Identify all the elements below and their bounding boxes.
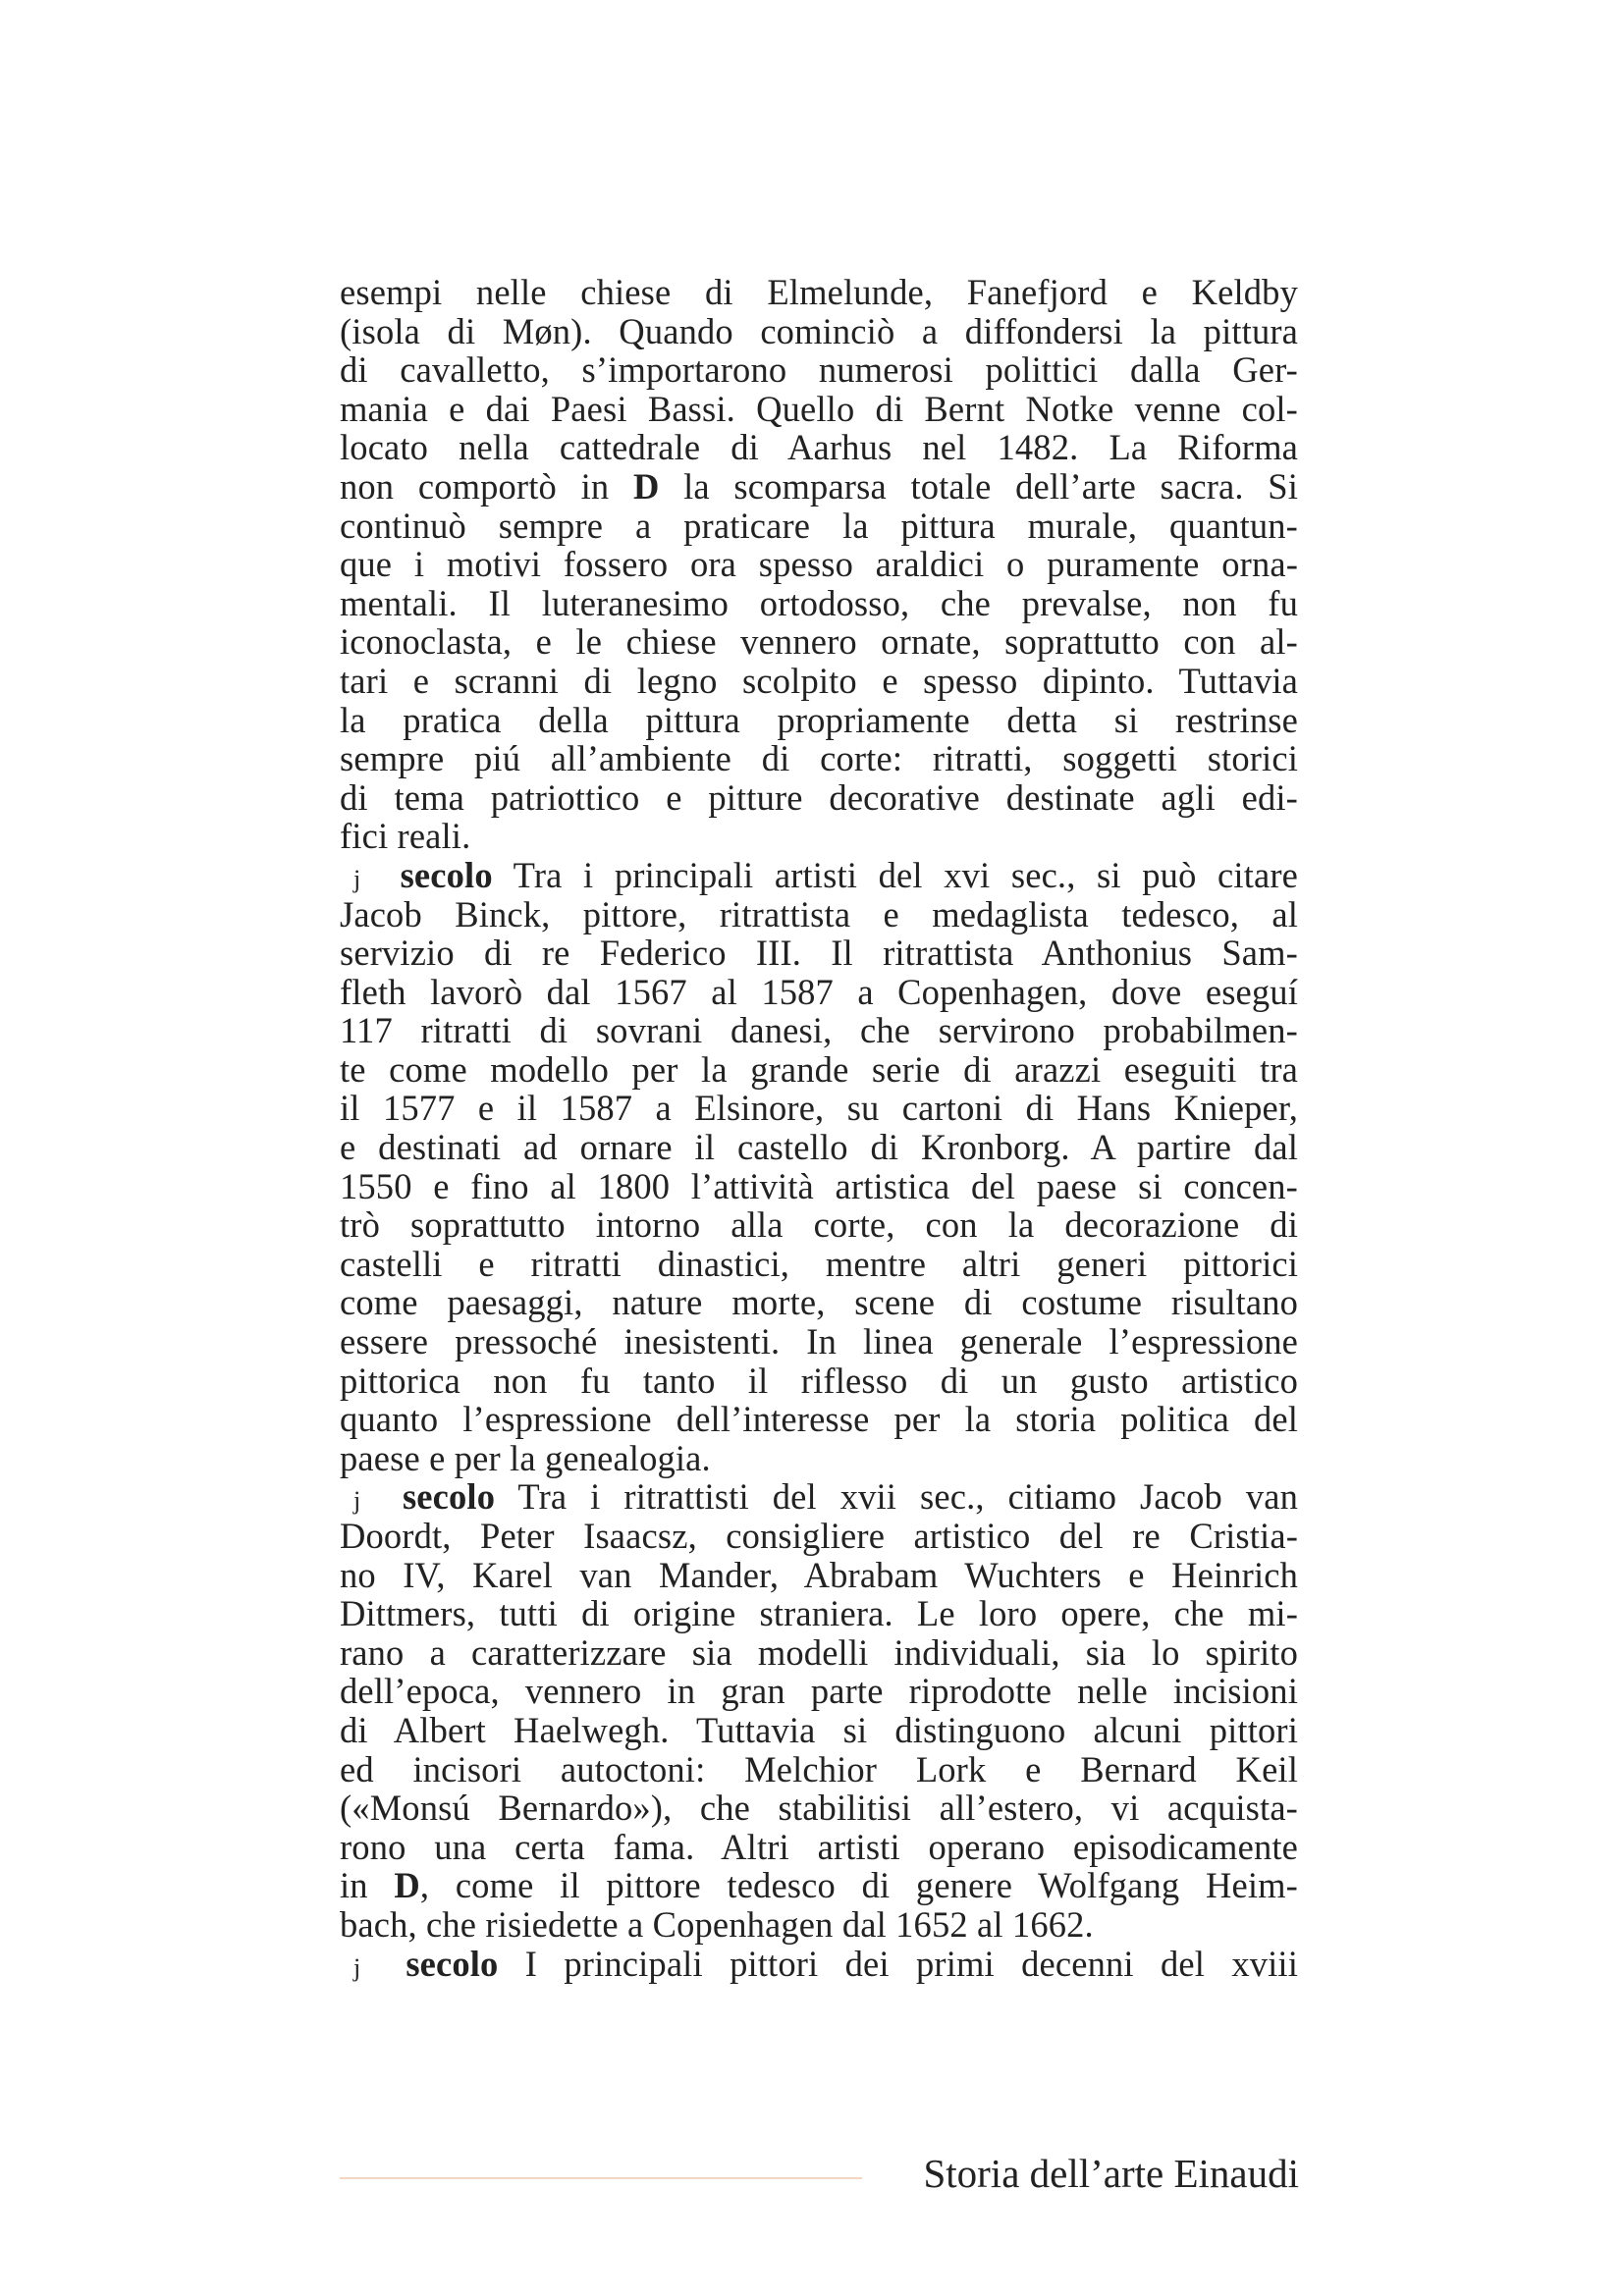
body-line: locato nella cattedrale di Aarhus nel 1482. La Riforma	[340, 427, 1298, 468]
body-line: Dittmers, tutti di origine straniera. Le loro opere, che mi-	[340, 1593, 1298, 1634]
body-line: trò soprattutto intorno alla corte, con la decorazione di	[340, 1204, 1298, 1246]
section-xviii-heading-line	[340, 1945, 1298, 1984]
section-xvii-heading-line	[340, 1477, 1298, 1517]
section-xvi-heading-line	[340, 856, 1298, 895]
footer-rule	[340, 2177, 862, 2179]
body-line: tari e scranni di legno scolpito e spesso dipinto. Tuttavia	[340, 660, 1298, 701]
body-line: iconoclasta, e le chiese vennero ornate, soprattutto con al-	[340, 621, 1298, 663]
body-line: mentali. Il luteranesimo ortodosso, che prevalse, non fu	[340, 582, 1298, 623]
body-line: di cavalletto, s’importarono numerosi polittici dalla Ger-	[340, 349, 1298, 391]
body-line: Doordt, Peter Isaacsz, consigliere artistico del re Cristia-	[340, 1516, 1298, 1556]
section-text: Tra i principali artisti del xvi sec., si può citare	[513, 854, 1298, 895]
body-line: 1550 e fino al 1800 l’attività artistica del paese si concen-	[340, 1165, 1298, 1206]
body-line: di tema patriottico e pitture decorative destinate agli edi-	[340, 776, 1298, 818]
body-line: que i motivi fossero ora spesso araldici o puramente orna-	[340, 544, 1298, 585]
body-line: fici reali.	[340, 816, 471, 857]
body-line	[340, 1866, 1298, 1905]
body-line: ed incisori autoctoni: Melchior Lork e Bernard Keil	[340, 1748, 1298, 1789]
article-body	[340, 273, 1298, 1983]
denmark-abbrev: D	[394, 1865, 420, 1906]
body-line: 117 ritratti di sovrani danesi, che servirono probabilmen-	[340, 1010, 1298, 1051]
body-line-text: in	[340, 1865, 368, 1906]
body-line: come paesaggi, nature morte, scene di costume risultano	[340, 1282, 1298, 1323]
body-line: rono una certa fama. Altri artisti operano episodicamente	[340, 1826, 1298, 1867]
body-line: no IV, Karel van Mander, Abrabam Wuchters e Heinrich	[340, 1554, 1298, 1595]
section-marker-icon: j	[353, 1486, 361, 1516]
body-line	[340, 467, 1298, 507]
body-line: di Albert Haelwegh. Tuttavia si distinguono alcuni pittori	[340, 1709, 1298, 1750]
body-line: Jacob Binck, pittore, ritrattista e medaglista tedesco, al	[340, 893, 1298, 934]
section-marker-icon: j	[353, 864, 361, 893]
body-line: essere pressoché inesistenti. In linea generale l’espressione	[340, 1321, 1298, 1362]
body-line-text: non comportò in	[340, 465, 610, 507]
section-text: I principali pittori dei primi decenni del xviii	[524, 1943, 1298, 1984]
footer-title: Storia dell’arte Einaudi	[923, 2151, 1299, 2196]
body-line: («Monsú Bernardo»), che stabilitisi all’estero, vi acquista-	[340, 1788, 1298, 1829]
section-heading: secolo	[406, 1943, 499, 1984]
body-line: quanto l’espressione dell’interesse per la storia politica del	[340, 1399, 1298, 1440]
body-line: e destinati ad ornare il castello di Kronborg. A partire dal	[340, 1127, 1298, 1168]
body-line: servizio di re Federico III. Il ritrattista Anthonius Sam-	[340, 933, 1298, 974]
body-line: esempi nelle chiese di Elmelunde, Fanefjord e Keldby	[340, 272, 1298, 312]
denmark-abbrev: D	[632, 465, 660, 507]
body-line: rano a caratterizzare sia modelli individuali, sia lo spirito	[340, 1631, 1298, 1673]
body-line-text: , come il pittore tedesco di genere Wolfgang Heim-	[419, 1865, 1298, 1906]
body-line: mania e dai Paesi Bassi. Quello di Bernt Notke venne col-	[340, 388, 1298, 429]
body-line: continuò sempre a praticare la pittura murale, quantun-	[340, 505, 1298, 546]
body-line: dell’epoca, vennero in gran parte riprodotte nelle incisioni	[340, 1671, 1298, 1712]
body-line: paese e per la genealogia.	[340, 1437, 711, 1478]
body-line: castelli e ritratti dinastici, mentre altri generi pittorici	[340, 1243, 1298, 1284]
section-heading: secolo	[402, 1476, 496, 1518]
body-line: (isola di Møn). Quando cominciò a diffondersi la pittura	[340, 310, 1298, 351]
body-line: bach, che risiedette a Copenhagen dal 1652 al 1662.	[340, 1903, 1094, 1945]
body-line: fleth lavorò dal 1567 al 1587 a Copenhagen, dove eseguí	[340, 971, 1298, 1012]
body-line: sempre piú all’ambiente di corte: ritratti, soggetti storici	[340, 738, 1298, 779]
body-line-text: la scomparsa totale dell’arte sacra. Si	[683, 465, 1299, 507]
body-line: te come modello per la grande serie di arazzi eseguiti tra	[340, 1048, 1298, 1090]
body-line: la pratica della pittura propriamente detta si restrinse	[340, 699, 1298, 740]
body-line: il 1577 e il 1587 a Elsinore, su cartoni di Hans Knieper,	[340, 1088, 1298, 1129]
section-text: Tra i ritrattisti del xvii sec., citiamo Jacob van	[517, 1476, 1298, 1518]
body-line: pittorica non fu tanto il riflesso di un gusto artistico	[340, 1360, 1298, 1401]
section-heading: secolo	[400, 854, 493, 895]
section-marker-icon: j	[353, 1952, 361, 1982]
